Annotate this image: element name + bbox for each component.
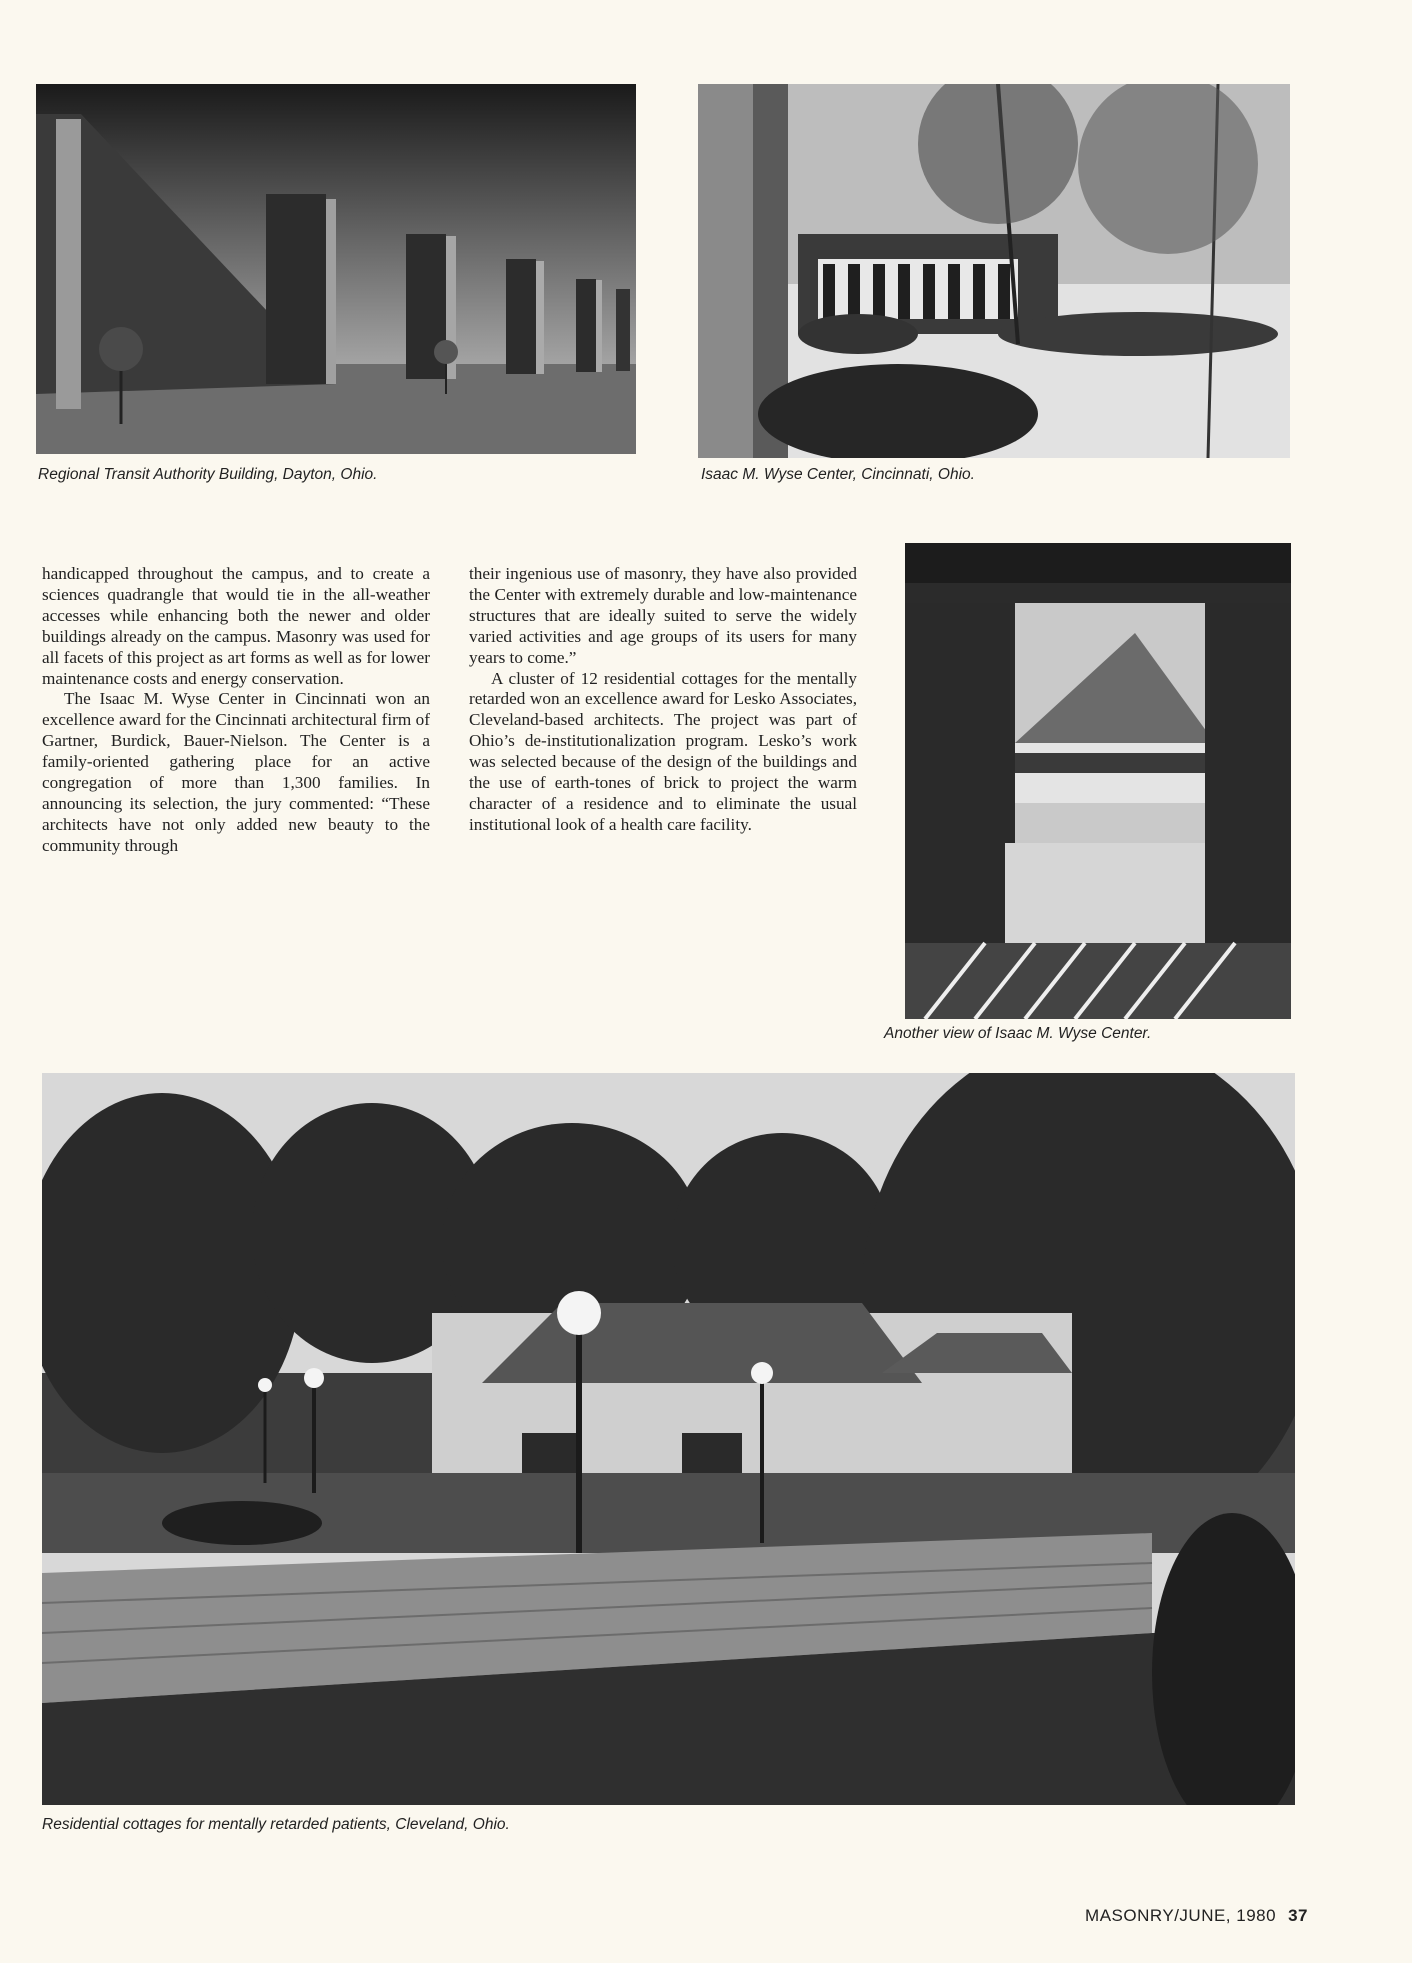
page-footer — [1085, 1906, 1308, 1926]
paragraph: The Isaac M. Wyse Center in Cincinnati won an excellence award for the Cincinnati architectural firm of Gartner, Burdick, Bauer-Nielson. The Center is a family-oriented gathering place for an active congregation of more than 1,300 families. In announcing its selection, the jury commented: “These architects have not only added new beauty to the community through — [42, 689, 430, 855]
caption-rta: Regional Transit Authority Building, Dayton, Ohio. — [38, 466, 378, 483]
photo-wyse-center-second-view — [905, 543, 1291, 1019]
caption-wyse: Isaac M. Wyse Center, Cincinnati, Ohio. — [701, 466, 975, 483]
paragraph: handicapped throughout the campus, and to create a sciences quadrangle that would tie in the all-weather accesses while enhancing both the newer and older buildings already on the campus. Masonry was used for all facets of this project as art forms as well as for lower maintenance costs and energy conservation. — [42, 564, 430, 688]
article-column-2 — [469, 564, 857, 836]
article-column-1 — [42, 564, 430, 857]
paragraph: their ingenious use of masonry, they have also provided the Center with extremely durable and low-maintenance structures that are ideally suited to serve the widely varied activities and age groups of its users for many years to come.” — [469, 564, 857, 667]
photo-rta-building — [36, 84, 636, 454]
caption-cottages: Residential cottages for mentally retarded patients, Cleveland, Ohio. — [42, 1816, 510, 1833]
photo-residential-cottages — [42, 1073, 1295, 1805]
page-number: 37 — [1288, 1906, 1308, 1925]
paragraph: A cluster of 12 residential cottages for the mentally retarded won an excellence award for Lesko Associates, Cleveland-based architects. The project was part of Ohio’s de-institutionalization program. Lesko’s work was selected because of the design of the buildings and the use of earth-tones of brick to project the warm character of a residence and to eliminate the usual institutional look of a health care facility. — [469, 668, 857, 834]
caption-wyse-second-view: Another view of Isaac M. Wyse Center. — [884, 1025, 1152, 1042]
photo-wyse-center — [698, 84, 1290, 458]
publication-issue: MASONRY/JUNE, 1980 — [1085, 1906, 1277, 1925]
